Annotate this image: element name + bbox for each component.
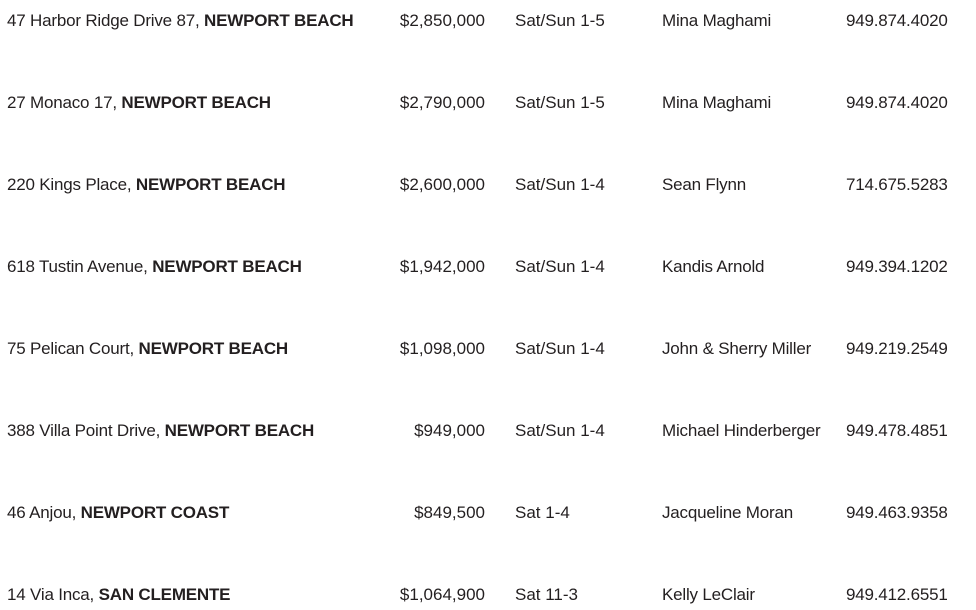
listing-street: 14 Via Inca, [7, 585, 99, 604]
listing-open-hours: Sat/Sun 1-5 [515, 11, 605, 30]
listing-price: $1,098,000 [399, 339, 485, 358]
listing-city: NEWPORT BEACH [121, 93, 271, 112]
listing-price: $949,000 [414, 421, 485, 440]
listing-price: $2,850,000 [399, 11, 485, 30]
listing-phone: 949.874.4020 [846, 11, 948, 30]
listing-address [7, 7, 387, 35]
listing-address [7, 171, 387, 199]
listing-agent: Michael Hinderberger [662, 421, 821, 440]
listing-price: $2,790,000 [399, 93, 485, 112]
listing-row [0, 581, 976, 609]
listing-phone: 949.219.2549 [846, 339, 948, 358]
listing-agent: Kandis Arnold [662, 257, 765, 276]
listing-street: 388 Villa Point Drive, [7, 421, 165, 440]
listing-open-hours: Sat/Sun 1-4 [515, 421, 605, 440]
listing-phone: 949.478.4851 [846, 421, 948, 440]
listing-agent: Mina Maghami [662, 93, 772, 112]
listing-city: NEWPORT BEACH [204, 11, 354, 30]
listing-row [0, 7, 976, 35]
listing-street: 75 Pelican Court, [7, 339, 139, 358]
listing-row [0, 335, 976, 363]
listing-city: NEWPORT BEACH [152, 257, 302, 276]
listing-agent: Jacqueline Moran [662, 503, 793, 522]
listing-open-hours: Sat/Sun 1-4 [515, 257, 605, 276]
listing-city: NEWPORT BEACH [135, 175, 286, 194]
listing-street: 27 Monaco 17, [7, 93, 122, 112]
listing-phone: 949.874.4020 [846, 93, 948, 112]
listing-city: NEWPORT BEACH [138, 339, 288, 358]
listing-street: 47 Harbor Ridge Drive 87, [7, 11, 205, 30]
listing-phone: 949.412.6551 [846, 585, 948, 604]
listing-city: SAN CLEMENTE [98, 585, 231, 604]
listing-street: 46 Anjou, [7, 503, 81, 522]
listing-row [0, 417, 976, 445]
listing-price: $1,942,000 [399, 257, 485, 276]
listing-address [7, 417, 387, 445]
listing-address [7, 499, 387, 527]
listing-address [7, 89, 387, 117]
listing-open-hours: Sat/Sun 1-4 [515, 339, 605, 358]
listing-row [0, 499, 976, 527]
listing-street: 220 Kings Place, [7, 175, 136, 194]
listing-address [7, 335, 387, 363]
listing-open-hours: Sat/Sun 1-4 [515, 175, 605, 194]
listing-street: 618 Tustin Avenue, [7, 257, 153, 276]
listing-phone: 714.675.5283 [846, 175, 948, 194]
listing-city: NEWPORT COAST [80, 503, 230, 522]
listing-price: $1,064,900 [399, 585, 485, 604]
listing-open-hours: Sat/Sun 1-5 [515, 93, 605, 112]
listing-open-hours: Sat 11-3 [515, 585, 579, 604]
listing-agent: Kelly LeClair [662, 585, 755, 604]
listing-address [7, 581, 387, 609]
listing-row [0, 89, 976, 117]
listing-phone: 949.463.9358 [846, 503, 948, 522]
listing-agent: John & Sherry Miller [662, 339, 812, 358]
listing-agent: Sean Flynn [662, 175, 746, 194]
listing-row [0, 253, 976, 281]
listing-row [0, 171, 976, 199]
listing-address [7, 253, 387, 281]
listing-phone: 949.394.1202 [846, 257, 948, 276]
listing-agent: Mina Maghami [662, 11, 772, 30]
listing-price: $849,500 [414, 503, 485, 522]
listing-city: NEWPORT BEACH [164, 421, 315, 440]
listing-price: $2,600,000 [399, 175, 485, 194]
listing-open-hours: Sat 1-4 [515, 503, 570, 522]
